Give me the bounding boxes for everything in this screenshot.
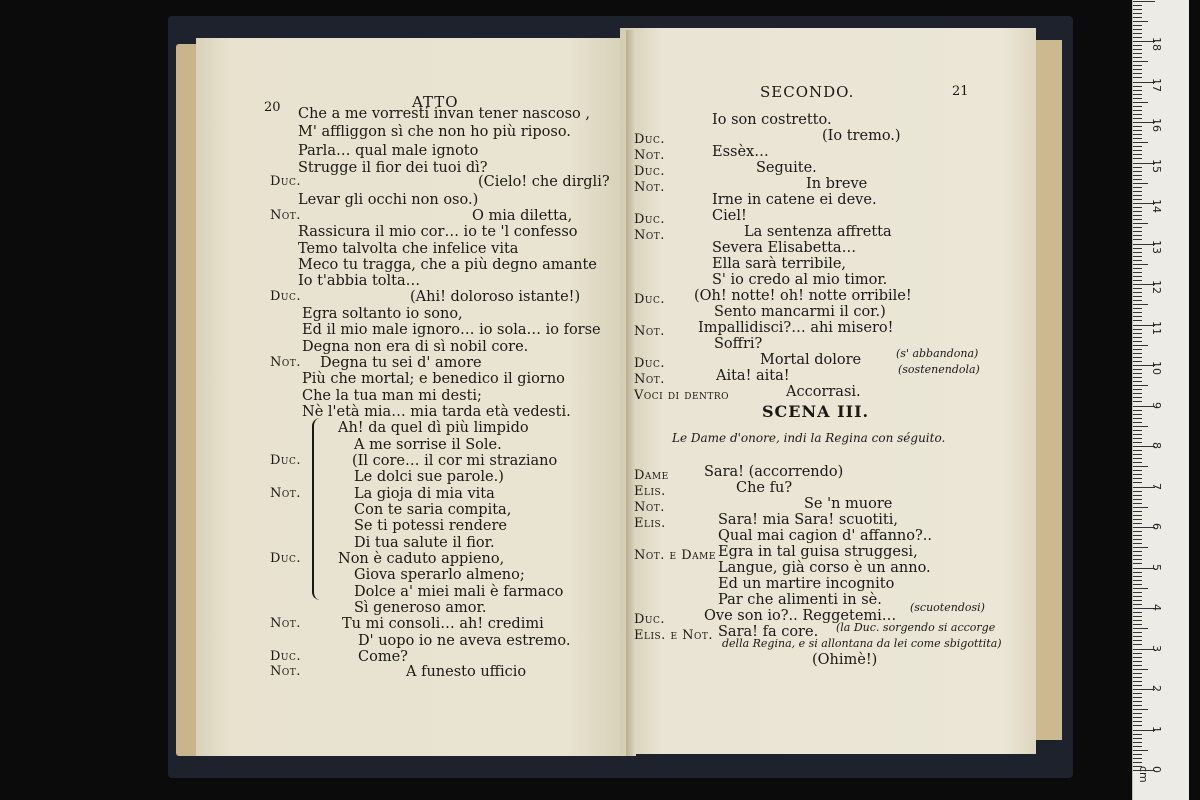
ruler-tick [1133,256,1142,257]
speaker-label: Duc. [634,292,666,307]
verse-line: La sentenza affretta [744,224,892,240]
ruler-tick [1133,697,1142,698]
speaker-label: Not. [270,616,301,631]
speaker-label: Not. [634,324,665,339]
ruler-tick [1133,227,1142,228]
speaker-label: Elis. [634,484,666,499]
ruler-label: 7 [1150,482,1163,490]
ruler-tick [1133,268,1142,269]
ruler-tick [1133,746,1142,747]
ruler-label: 3 [1150,644,1163,652]
verse-line: (Cielo! che dirgli? [478,174,610,190]
ruler-tick [1133,215,1142,216]
speaker-label: Not. [270,355,301,370]
ruler-tick [1133,5,1142,6]
verse-line: (Io tremo.) [822,128,901,144]
ruler-tick [1133,146,1142,147]
ruler-tick [1133,454,1142,455]
stage-direction: della Regina, e si allontana da lei come sbigottita) [722,637,1002,650]
ruler-tick [1133,183,1148,184]
speaker-label: Voci di dentro [634,388,730,403]
ruler-tick [1133,21,1148,22]
ruler-tick [1133,580,1142,581]
verse-line: Levar gli occhi non oso.) [298,192,479,208]
ruler-tick [1133,191,1142,192]
ruler-tick [1133,280,1142,281]
ruler-tick [1133,65,1142,66]
ruler-tick [1133,223,1148,224]
ruler-label: 15 [1150,158,1163,173]
ruler-tick [1133,25,1142,26]
ruler-tick [1133,235,1142,236]
ruler-tick [1133,636,1142,637]
ruler-label: 14 [1150,199,1163,213]
ruler-tick [1133,442,1142,443]
ruler-tick [1133,519,1142,520]
verse-line: Sara! fa core. [718,624,819,640]
ruler-label: 1 [1150,725,1163,733]
speaker-label: Not. e Dame [634,548,716,563]
ruler-tick [1133,515,1142,516]
verse-line: Sara! mia Sara! scuotiti, [718,512,898,528]
ruler-tick [1133,478,1142,479]
speaker-label: Elis. e Not. [634,628,714,643]
ruler-tick [1133,466,1148,467]
ruler-tick [1133,458,1142,459]
ruler-tick [1133,187,1142,188]
ruler-tick [1133,9,1142,10]
ruler-tick [1133,49,1142,50]
ruler-tick [1133,450,1142,451]
ruler-label: 9 [1150,401,1163,409]
ruler-tick [1133,616,1142,617]
verse-line: Irne in catene ei deve. [712,192,877,208]
ruler-tick [1133,171,1142,172]
ruler-tick [1133,572,1142,573]
ruler-tick [1133,681,1142,682]
ruler-tick [1133,345,1148,346]
ruler-tick [1133,592,1142,593]
ruler-tick [1133,495,1142,496]
speaker-label: Duc. [634,356,666,371]
ruler-tick [1133,410,1142,411]
verse-line: Che fu? [736,480,793,496]
ruler-tick [1133,596,1142,597]
ruler-tick [1133,300,1142,301]
ruler-tick [1133,90,1142,91]
ruler-tick [1133,29,1142,30]
ruler-tick [1133,750,1148,751]
verse-line: Di tua salute il fior. [354,535,495,551]
ruler-tick [1133,543,1142,544]
verse-line: (Ahi! doloroso istante!) [410,289,581,305]
right-page-number: 21 [952,84,969,99]
ruler-tick [1133,725,1142,726]
ruler-tick [1133,511,1142,512]
verse-line: M' affliggon sì che non ho più riposo. [298,124,571,140]
ruler-tick [1133,713,1142,714]
scene-title: SCENA III. [762,402,870,421]
ruler-tick [1133,373,1142,374]
ruler-tick [1133,357,1142,358]
ruler-label: 10 [1150,361,1163,375]
ruler-tick [1133,138,1142,139]
ruler-tick [1133,535,1142,536]
ruler-label: 0 cm [1137,766,1163,783]
speaker-label: Not. [634,180,665,195]
ruler-tick [1133,734,1142,735]
ruler-tick [1133,612,1142,613]
ruler-tick [1133,555,1142,556]
ruler-tick [1133,499,1142,500]
speaker-label: Duc. [270,289,302,304]
ruler-tick [1133,167,1142,168]
verse-line: Ed un martire incognito [718,576,895,592]
verse-line: Come? [358,649,408,665]
ruler-label: 6 [1150,523,1163,530]
verse-line: Strugge il fior dei tuoi dì? [298,160,488,176]
ruler-tick [1133,308,1142,309]
ruler-tick [1133,296,1142,297]
ruler-tick [1133,292,1142,293]
ruler-tick [1133,588,1148,589]
ruler-tick [1133,312,1142,313]
ruler-tick [1133,175,1142,176]
ruler-tick [1133,349,1142,350]
ruler-tick [1133,393,1142,394]
ruler-tick [1133,523,1142,524]
ruler-tick [1133,61,1148,62]
verse-line: Temo talvolta che infelice vita [298,241,519,257]
ruler-tick [1133,693,1142,694]
ruler-tick [1133,653,1142,654]
ruler-tick [1133,134,1142,135]
left-page-header: ATTO [412,93,459,111]
ruler-tick [1133,276,1142,277]
ruler-tick [1133,110,1142,111]
ruler-tick [1133,17,1142,18]
ruler-tick [1133,584,1142,585]
ruler-tick [1133,754,1142,755]
measurement-ruler [1132,0,1189,800]
verse-line: (Ohimè!) [812,652,878,668]
ruler-tick [1133,98,1142,99]
ruler-label: 16 [1150,118,1163,132]
ruler-tick [1133,73,1142,74]
ruler-tick [1133,551,1142,552]
verse-line: Langue, già corso è un anno. [718,560,931,576]
stage-direction: (sostenendola) [898,363,980,376]
ruler-label: 4 [1150,604,1163,611]
ruler-tick [1133,126,1142,127]
ruler-tick [1133,547,1148,548]
ruler-tick [1133,106,1142,107]
ruler-tick [1133,219,1142,220]
ruler-tick [1133,426,1148,427]
ruler-tick [1133,717,1142,718]
ruler-tick [1133,304,1148,305]
verse-line: Io t'abbia tolta… [298,273,421,289]
speaker-label: Duc. [270,649,302,664]
ruler-tick [1133,503,1142,504]
speaker-label: Not. [634,372,665,387]
speaker-label: Not. [270,664,301,679]
verse-line: Accorrasi. [786,384,861,400]
ruler-tick [1133,628,1148,629]
ruler-tick [1133,239,1142,240]
verse-line: Ella sarà terribile, [712,256,847,272]
verse-line: Meco tu tragga, che a più degno amante [298,257,597,273]
ruler-tick [1133,45,1142,46]
ruler-tick [1133,559,1142,560]
verse-line: Aita! aita! [716,368,790,384]
ruler-tick [1133,418,1142,419]
verse-line: Non è caduto appieno, [338,551,505,567]
verse-line: Sara! (accorrendo) [704,464,844,480]
ruler-tick [1133,264,1148,265]
ruler-tick [1133,738,1142,739]
ruler-tick [1133,86,1142,87]
ruler-tick [1133,199,1142,200]
ruler-tick [1133,288,1142,289]
ruler-tick [1133,195,1142,196]
ruler-tick [1133,272,1142,273]
speaker-label: Not. [270,208,301,223]
ruler-tick [1133,211,1142,212]
ruler-tick [1133,620,1142,621]
ruler-tick [1133,576,1142,577]
ruler-tick [1133,377,1142,378]
ruler-label: 5 [1150,563,1163,571]
ruler-tick [1133,207,1142,208]
verse-line: Mortal dolore [760,352,862,368]
ruler-tick [1133,531,1142,532]
ruler-tick [1133,434,1142,435]
speaker-label: Not. [634,148,665,163]
speaker-label: Elis. [634,516,666,531]
ruler-tick [1133,353,1142,354]
ruler-tick [1133,507,1148,508]
verse-line: Degna tu sei d' amore [320,355,482,371]
ruler-tick [1133,231,1142,232]
ruler-tick [1133,1,1155,2]
verse-line: S' io credo al mio timor. [712,272,888,288]
verse-line: Ove son io?.. Reggetemi… [704,608,897,624]
ruler-tick [1133,438,1142,439]
ruler-label: 13 [1150,239,1163,254]
ruler-tick [1133,102,1148,103]
verse-line: Sento mancarmi il cor.) [714,304,886,320]
ruler-tick [1133,130,1142,131]
ruler-tick [1133,685,1142,686]
verse-line: Par che alimenti in sè. [718,592,882,608]
ruler-tick [1133,632,1142,633]
ruler-tick [1133,361,1142,362]
verse-line: Seguite. [756,160,817,176]
ruler-tick [1133,77,1142,78]
ruler-tick [1133,320,1142,321]
verse-line: D' uopo io ne aveva estremo. [358,633,571,649]
ruler-tick [1133,53,1142,54]
ruler-tick [1133,673,1142,674]
ruler-tick [1133,709,1148,710]
stage-direction: (scuotendosi) [910,601,985,614]
ruler-tick [1133,677,1142,678]
ruler-tick [1133,470,1142,471]
ruler-tick [1133,333,1142,334]
ruler-tick [1133,422,1142,423]
ruler-tick [1133,640,1142,641]
verse-line: Egra soltanto io sono, [302,306,463,322]
ruler-tick [1133,604,1142,605]
speaker-label: Duc. [634,132,666,147]
verse-line: Se 'n muore [804,496,893,512]
ruler-tick [1133,252,1142,253]
ruler-label: 12 [1150,280,1163,294]
verse-line: Rassicura il mio cor… io te 'l confesso [298,224,578,240]
ruler-tick [1133,657,1142,658]
ruler-tick [1133,721,1142,722]
ruler-tick [1133,248,1142,249]
speaker-label: Dame [634,468,669,483]
ruler-tick [1133,661,1142,662]
verse-line: (Il core… il cor mi straziano [352,453,558,469]
ruler-tick [1133,669,1148,670]
stage-direction: (la Duc. sorgendo si accorge [836,621,996,634]
verse-line: Degna non era di sì nobil core. [302,339,529,355]
speaker-label: Not. [634,500,665,515]
verse-line: Le dolci sue parole.) [354,469,504,485]
ruler-tick [1133,150,1142,151]
ruler-tick [1133,742,1142,743]
ruler-label: 18 [1150,37,1163,51]
speaker-label: Duc. [634,612,666,627]
ruler-tick [1133,316,1142,317]
speaker-label: Duc. [270,174,302,189]
verse-line: Che a me vorresti invan tener nascoso , [298,106,590,122]
ruler-tick [1133,381,1142,382]
speaker-label: Not. [634,228,665,243]
ruler-tick [1133,13,1142,14]
verse-line: A funesto ufficio [406,664,527,680]
ruler-tick [1133,644,1142,645]
ruler-tick [1133,474,1142,475]
ruler-tick [1133,665,1142,666]
verse-line: Egra in tal guisa struggesi, [718,544,918,560]
ruler-tick [1133,118,1142,119]
ruler-tick [1133,385,1148,386]
verse-line: Dolce a' miei mali è farmaco [354,584,564,600]
ruler-tick [1133,762,1142,763]
verse-line: Che la tua man mi desti; [302,388,482,404]
ruler-tick [1133,329,1142,330]
stage-direction: (s' abbandona) [896,347,979,360]
verse-line: In breve [806,176,868,192]
ruler-tick [1133,179,1142,180]
ruler-tick [1133,389,1142,390]
ruler-tick [1133,37,1142,38]
verse-line: La gioja di mia vita [354,486,495,502]
ruler-label: 17 [1150,77,1163,92]
verse-line: Essèx… [712,144,769,160]
ruler-tick [1133,705,1142,706]
ruler-tick [1133,430,1142,431]
verse-line: A me sorrise il Sole. [354,437,502,453]
ruler-tick [1133,491,1142,492]
ruler-label: 8 [1150,442,1163,449]
verse-line: Ed il mio male ignoro… io sola… io forse [302,322,601,338]
ruler-tick [1133,114,1142,115]
ruler-tick [1133,142,1148,143]
verse-line: O mia diletta, [472,208,573,224]
left-page-number: 20 [264,100,281,115]
ruler-tick [1133,758,1142,759]
ruler-label: 2 [1150,685,1163,692]
ruler-tick [1133,33,1142,34]
verse-line: Ah! da quel dì più limpido [338,420,529,436]
ruler-tick [1133,701,1142,702]
verse-line: Se ti potessi rendere [354,518,507,534]
ruler-tick [1133,397,1142,398]
ruler-tick [1133,154,1142,155]
ruler-label: 11 [1150,320,1163,335]
verse-line: Soffri? [714,336,763,352]
verse-line: Sì generoso amor. [354,600,487,616]
verse-line: Severa Elisabetta… [712,240,857,256]
ruler-tick [1133,539,1142,540]
verse-line: Qual mai cagion d' affanno?.. [718,528,932,544]
ruler-tick [1133,337,1142,338]
verse-line: Io son costretto. [712,112,832,128]
ruler-tick [1133,260,1142,261]
ruler-tick [1133,563,1142,564]
ruler-tick [1133,57,1142,58]
ruler-tick [1133,401,1142,402]
ruler-tick [1133,482,1142,483]
verse-line: Ciel! [712,208,747,224]
ruler-tick [1133,94,1142,95]
ruler-tick [1133,69,1142,70]
ruler-tick [1133,414,1142,415]
verse-line: Nè l'età mia… mia tarda età vedesti. [302,404,571,420]
ruler-tick [1133,158,1142,159]
verse-line: Con te saria compita, [354,502,512,518]
ruler-tick [1133,624,1142,625]
right-page-header: SECONDO. [760,83,855,101]
speaker-label: Duc. [270,453,302,468]
speaker-label: Duc. [634,164,666,179]
verse-line: (Oh! notte! oh! notte orribile! [694,288,912,304]
ruler-tick [1133,462,1142,463]
speaker-label: Duc. [634,212,666,227]
speaker-label: Not. [270,486,301,501]
ruler-tick [1133,600,1142,601]
ruler-tick [1133,341,1142,342]
scene-subtitle: Le Dame d'onore, indi la Regina con séguito. [672,431,946,445]
verse-line: Parla… qual male ignoto [298,143,479,159]
verse-line: Impallidisci?… ahi misero! [698,320,894,336]
ruler-tick [1133,369,1142,370]
speaker-label: Duc. [270,551,302,566]
brace-mark [312,418,324,600]
verse-line: Tu mi consoli… ah! credimi [342,616,544,632]
verse-line: Giova sperarlo almeno; [354,567,525,583]
verse-line: Più che mortal; e benedico il giorno [302,371,565,387]
